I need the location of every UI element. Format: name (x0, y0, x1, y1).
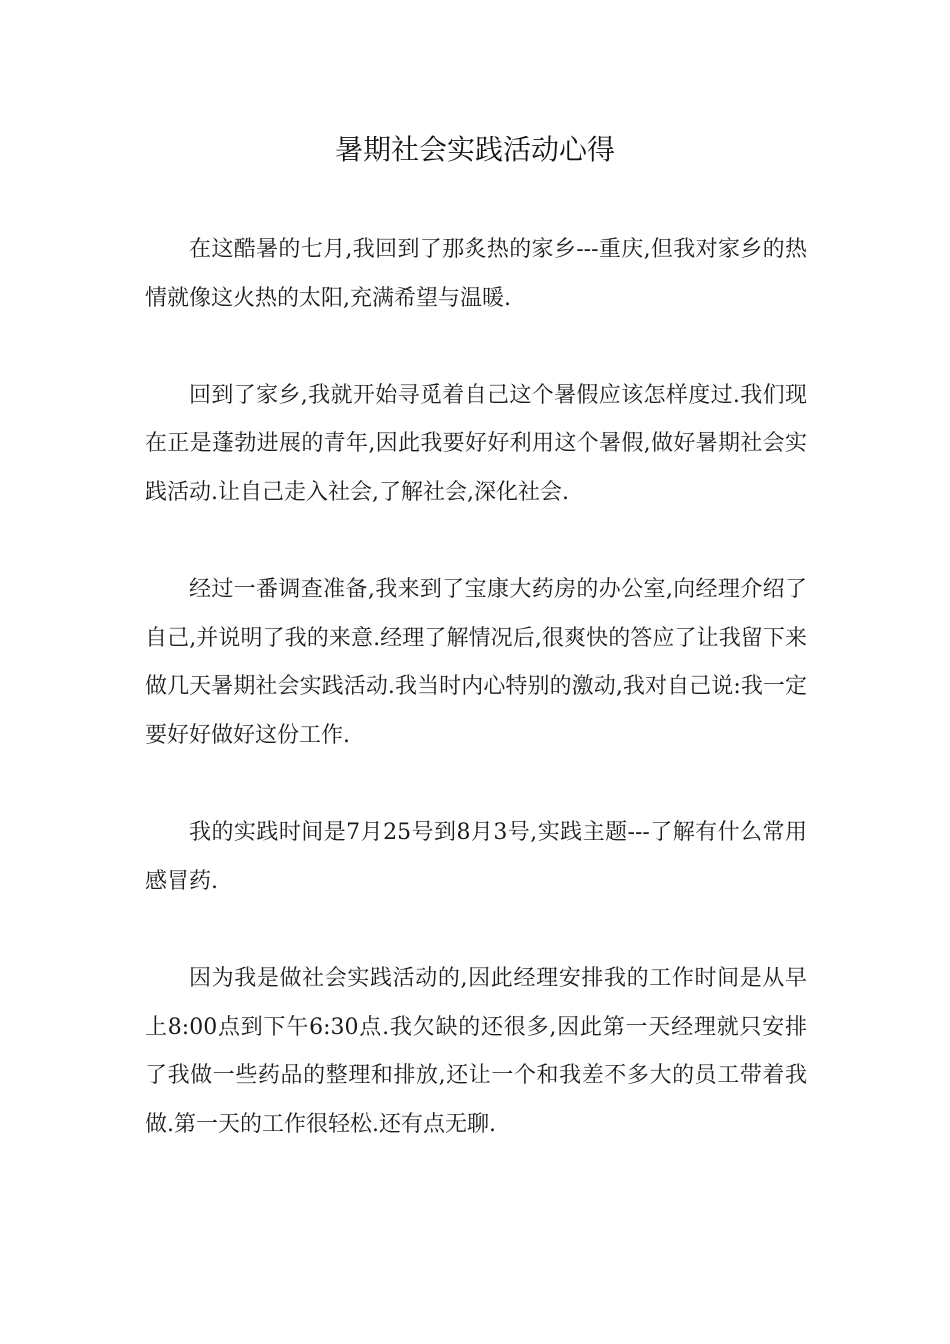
paragraph-3: 经过一番调查准备,我来到了宝康大药房的办公室,向经理介绍了自己,并说明了我的来意.经理了解情况后,很爽快的答应了让我留下来做几天暑期社会实践活动.我当时内心特别的激动,我对自己说:我一定要好好做好这份工作. (145, 577, 807, 748)
paragraph-1: 在这酷暑的七月,我回到了那炙热的家乡---重庆,但我对家乡的热情就像这火热的太阳,充满希望与温暖. (145, 237, 807, 311)
paragraph-5: 因为我是做社会实践活动的,因此经理安排我的工作时间是从早上8:00点到下午6:30点.我欠缺的还很多,因此第一天经理就只安排了我做一些药品的整理和排放,还让一个和我差不多大的员工带着我做.第一天的工作很轻松.还有点无聊. (145, 965, 807, 1137)
document-body (145, 226, 807, 1198)
paragraph-4: 我的实践时间是7月25号到8月3号,实践主题---了解有什么常用感冒药. (145, 820, 807, 894)
paragraph-2: 回到了家乡,我就开始寻觅着自己这个暑假应该怎样度过.我们现在正是蓬勃进展的青年,因此我要好好利用这个暑假,做好暑期社会实践活动.让自己走入社会,了解社会,深化社会. (145, 382, 807, 505)
document-title: 暑期社会实践活动心得 (334, 133, 615, 166)
